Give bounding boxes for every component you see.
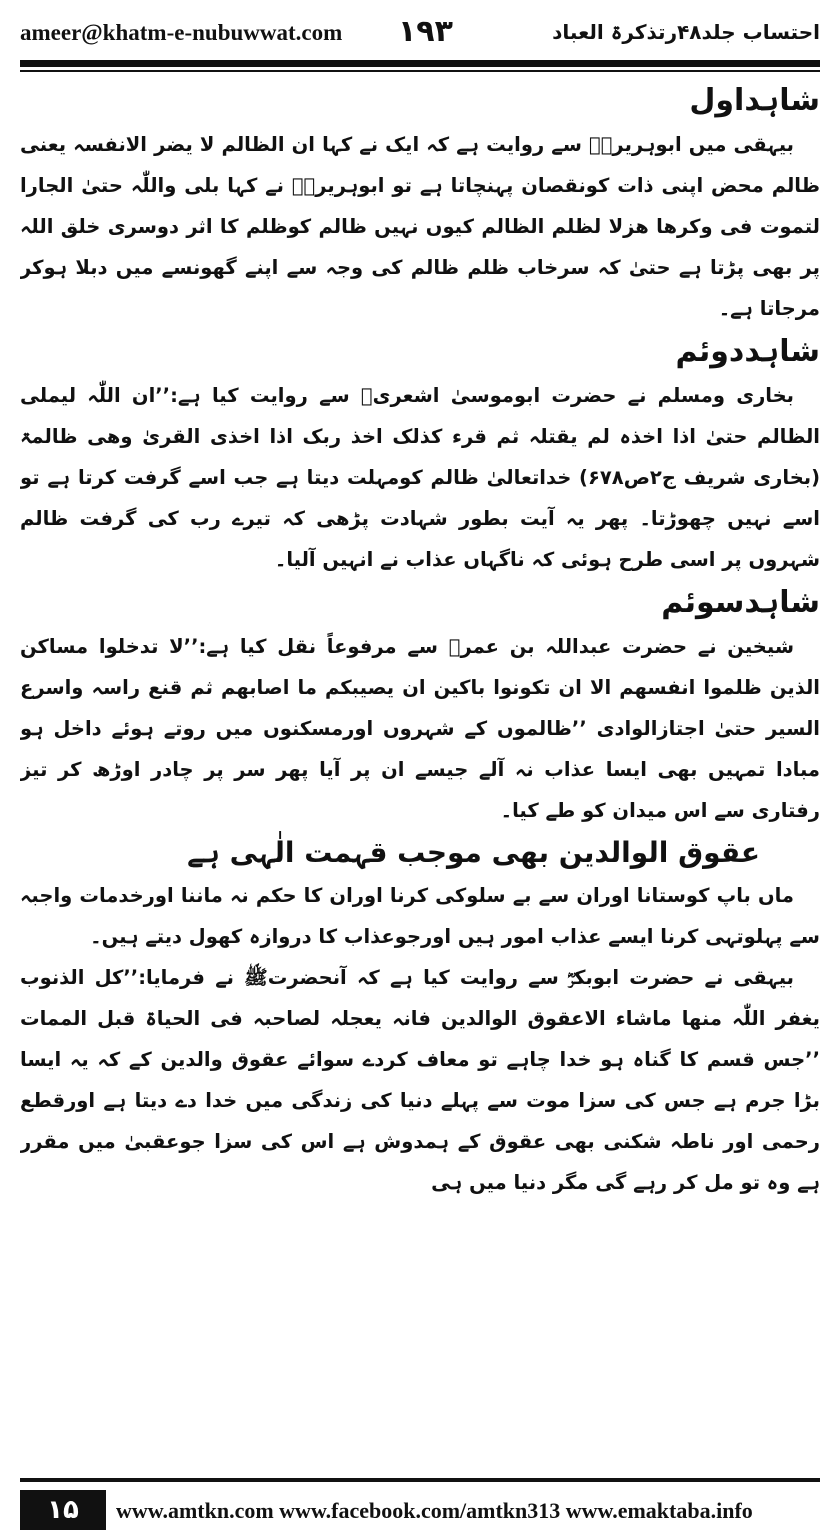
header-rule-thin bbox=[20, 70, 820, 72]
section-4-paragraph-1: ماں باپ کوستانا اوران سے بے سلوکی کرنا اوران کا حکم نہ ماننا اورخدمات واجبہ سے پہلوتہی کرنا ایسے عذاب امور ہیں اورجوعذاب کا دروازہ کھول دیتے ہیں۔ bbox=[20, 884, 820, 948]
header-page-number: ۱۹۳ bbox=[398, 14, 453, 49]
section-heading-3: شاہدسوئم bbox=[661, 585, 820, 620]
section-heading-4: عقوق الوالدین بھی موجب قہمت الٰہی ہے bbox=[187, 836, 760, 869]
section-heading-2: شاہددوئم bbox=[675, 334, 820, 369]
footer-page-number: ۱۵ bbox=[20, 1490, 106, 1530]
header-rule bbox=[20, 60, 820, 67]
header-book-title: احتساب جلد۴۸رتذکرۃ العباد bbox=[552, 20, 820, 44]
section-1-paragraph: بیہقی میں ابوہریرہؓ سے روایت ہے کہ ایک نے کہا ان الظالم لا یضر الانفسہ یعنی ظالم محض اپنی ذات کونقصان پہنچاتا ہے تو ابوہریرہؓ نے کہا بلی واللّٰہ حتیٰ الجارا لتموت فی وکرھا ھزلا لظلم الظالم کیوں نہیں ظالم کوظلم کا اثر دوسری خلق اللہ پر بھی پڑتا ہے حتیٰ کہ سرخاب ظلم ظالم کی وجہ سے اپنے گھونسے میں دبلا ہوکر مرجاتا ہے۔ bbox=[20, 133, 820, 320]
section-3-paragraph: شیخین نے حضرت عبداللہ بن عمرؓ سے مرفوعاً نقل کیا ہے:’’لا تدخلوا مساکن الذین ظلموا انفسھم الا ان تکونوا باکین ان یصیبکم ما اصابھم ثم قنع راسہ واسرع السیر حتیٰ اجتازالوادی ’’ظالموں کے شہروں اورمسکنوں میں روتے ہوئے داخل ہو مبادا تمہیں بھی ایسا عذاب نہ آلے جیسے ان پر آیا پھر سر پر چادر اوڑھ کر تیز رفتاری سے اس میدان کو طے کیا۔ bbox=[20, 635, 820, 822]
page-header bbox=[20, 14, 820, 56]
section-4-paragraph-2: بیہقی نے حضرت ابوبکرؓ سے روایت کیا ہے کہ آنحضرتﷺ نے فرمایا:’’کل الذنوب یغفر اللّٰہ منھا ماشاء الاعقوق الوالدین فانہ یعجلہ لصاحبہ فی الحیاۃ قبل الممات ’’جس قسم کا گناہ ہو خدا چاہے تو معاف کردے سوائے عقوق والدین کے کہ یہ ایسا بڑا جرم ہے جس کی سزا موت سے پہلے دنیا کی زندگی میں خدا دے دیتا ہے اورقطع رحمی اور ناطہ شکنی بھی عقوق کے ہمدوش ہے اس کی سزا جوعقبیٰ میں مقرر ہے وہ تو مل کر رہے گی مگر دنیا میں ہی bbox=[20, 966, 820, 1194]
section-heading-1: شاہداول bbox=[689, 83, 820, 118]
section-2-paragraph: بخاری ومسلم نے حضرت ابوموسیٰ اشعریؓ سے روایت کیا ہے:’’ان اللّٰہ لیملی الظالم حتیٰ اذا اخذہ لم یقتلہ ثم قرء کذلک اخذ ربک اذا اخذی القریٰ وھی ظالمۃ (بخاری شریف ج۲ص۶۷۸) خداتعالیٰ ظالم کومہلت دیتا ہے جب اسے گرفت کرتا ہے تو اسے نہیں چھوڑتا۔ پھر یہ آیت بطور شہادت پڑھی کہ تیرے رب کی گرفت ظالم شہروں پر اسی طرح ہوئی کہ ناگہاں عذاب نے انہیں آلیا۔ bbox=[20, 384, 820, 571]
footer-rule bbox=[20, 1478, 820, 1482]
page-body bbox=[20, 78, 820, 1466]
footer-urls: www.amtkn.com www.facebook.com/amtkn313 www.emaktaba.info bbox=[116, 1498, 753, 1523]
header-email: ameer@khatm-e-nubuwwat.com bbox=[20, 20, 343, 45]
page-footer bbox=[20, 1490, 820, 1530]
